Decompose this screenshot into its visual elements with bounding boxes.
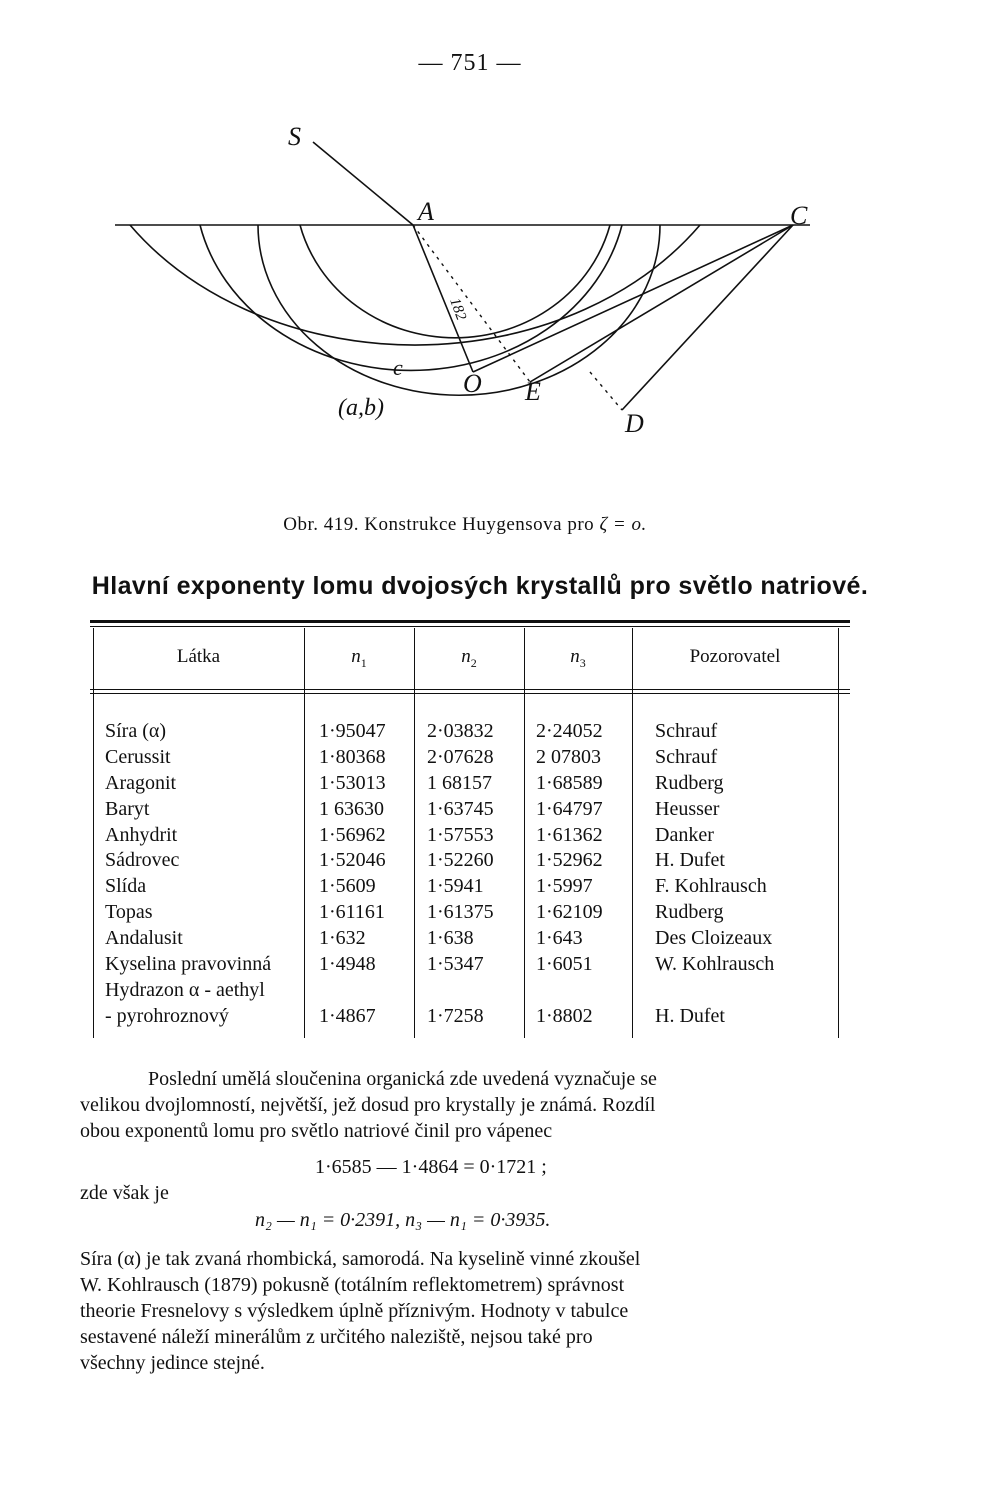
table-header-rule-thin: [90, 693, 850, 694]
label-distance: 182: [446, 295, 469, 323]
table-top-rule-thin: [90, 626, 850, 627]
header-observer: Pozorovatel: [689, 646, 781, 667]
last-row-name-line1: Hydrazon α - aethyl: [105, 979, 265, 1001]
refraction-table: [90, 620, 850, 1040]
para2-line: všechny jedince stejné.: [80, 1352, 265, 1374]
para1-line: Poslední umělá sloučenina organická zde uvedená vyznačuje se: [148, 1068, 657, 1090]
table-row: Andalusit 1·632 1·638 1·643 Des Cloizeaux: [105, 927, 773, 949]
paragraph-1: [80, 1066, 850, 1144]
dotted-ray-e: [413, 225, 530, 382]
para2-line: W. Kohlrausch (1879) pokusně (totálním reflektometrem) správnost: [80, 1274, 625, 1296]
para2-line: sestavené náleží minerálům z určitého naleziště, nejsou také pro: [80, 1326, 593, 1348]
section-heading: Hlavní exponenty lomu dvojosých krystallů pro světlo natriové.: [91, 572, 869, 600]
header-n3: $n_3$: [570, 646, 586, 670]
table-row: Anhydrit 1·56962 1·57553 1·61362 Danker: [105, 824, 714, 846]
label-ab: (a,b): [338, 395, 384, 421]
table-row: Slída 1·5609 1·5941 1·5997 F. Kohlrausch: [105, 875, 767, 897]
para2-line: theorie Fresnelovy s výsledkem úplně příznivým. Hodnoty v tabulce: [80, 1300, 629, 1322]
incident-ray: [313, 142, 413, 225]
tangent-line-d: [622, 225, 793, 410]
caption-math: ζ = o.: [599, 514, 647, 535]
table-header-rule: [90, 689, 850, 690]
tangent-line-o: [473, 225, 793, 372]
table-top-rule: [90, 620, 850, 623]
para1-line: velikou dvojlomností, největší, jež dosud pro krystally je známá. Rozdíl: [80, 1094, 656, 1116]
middle-wave-surface: [200, 225, 622, 370]
label-a: A: [418, 197, 434, 226]
para1-line: obou exponentů lomu pro světlo natriové činil pro vápenec: [80, 1120, 553, 1142]
label-c-small: c: [393, 355, 403, 380]
label-c: C: [790, 201, 808, 230]
label-e: E: [525, 377, 541, 406]
dotted-ray-d: [590, 372, 622, 410]
table-row: Kyselina pravovinná 1·4948 1·5347 1·6051 W. Kohlrausch: [105, 953, 775, 975]
table-row: - pyrohroznový 1·4867 1·7258 1·8802 H. Dufet: [105, 1005, 725, 1027]
table-row: Aragonit 1·53013 1 68157 1·68589 Rudberg: [105, 772, 724, 794]
header-n2: $n_2$: [461, 646, 477, 670]
equation-2: n₂ — n₁ = 0·2391, n₃ — n₁ = 0·3935.: [255, 1209, 551, 1231]
huygens-construction-figure: [100, 110, 820, 515]
refracted-ray: [413, 225, 473, 372]
label-s: S: [288, 122, 301, 151]
outer-wave-surface: [130, 225, 700, 345]
page-number: — 751 —: [418, 50, 522, 76]
header-n1: $n_1$: [351, 646, 367, 670]
mid-text: zde však je: [80, 1182, 169, 1204]
table-row: Síra (α) 1·95047 2·03832 2·24052 Schrauf: [105, 720, 718, 742]
equation-1: 1·6585 — 1·4864 = 0·1721 ;: [315, 1156, 547, 1178]
tangent-line-e: [530, 225, 793, 382]
table-row: Cerussit 1·80368 2·07628 2 07803 Schrauf: [105, 746, 718, 768]
label-d: D: [625, 409, 644, 438]
figure-caption: [0, 514, 930, 536]
caption-text: Obr. 419. Konstrukce Huygensova pro: [283, 514, 595, 535]
header-substance: Látka: [176, 646, 221, 667]
table-row: Sádrovec 1·52046 1·52260 1·52962 H. Dufet: [105, 849, 725, 871]
table-row: Baryt 1 63630 1·63745 1·64797 Heusser: [105, 798, 720, 820]
label-o: O: [463, 369, 482, 398]
para2-line: Síra (α) je tak zvaná rhombická, samorodá. Na kyselině vinné zkoušel: [80, 1248, 641, 1270]
paragraph-2: [80, 1246, 850, 1376]
table-row: Topas 1·61161 1·61375 1·62109 Rudberg: [105, 901, 724, 923]
figure-svg: [100, 110, 820, 510]
